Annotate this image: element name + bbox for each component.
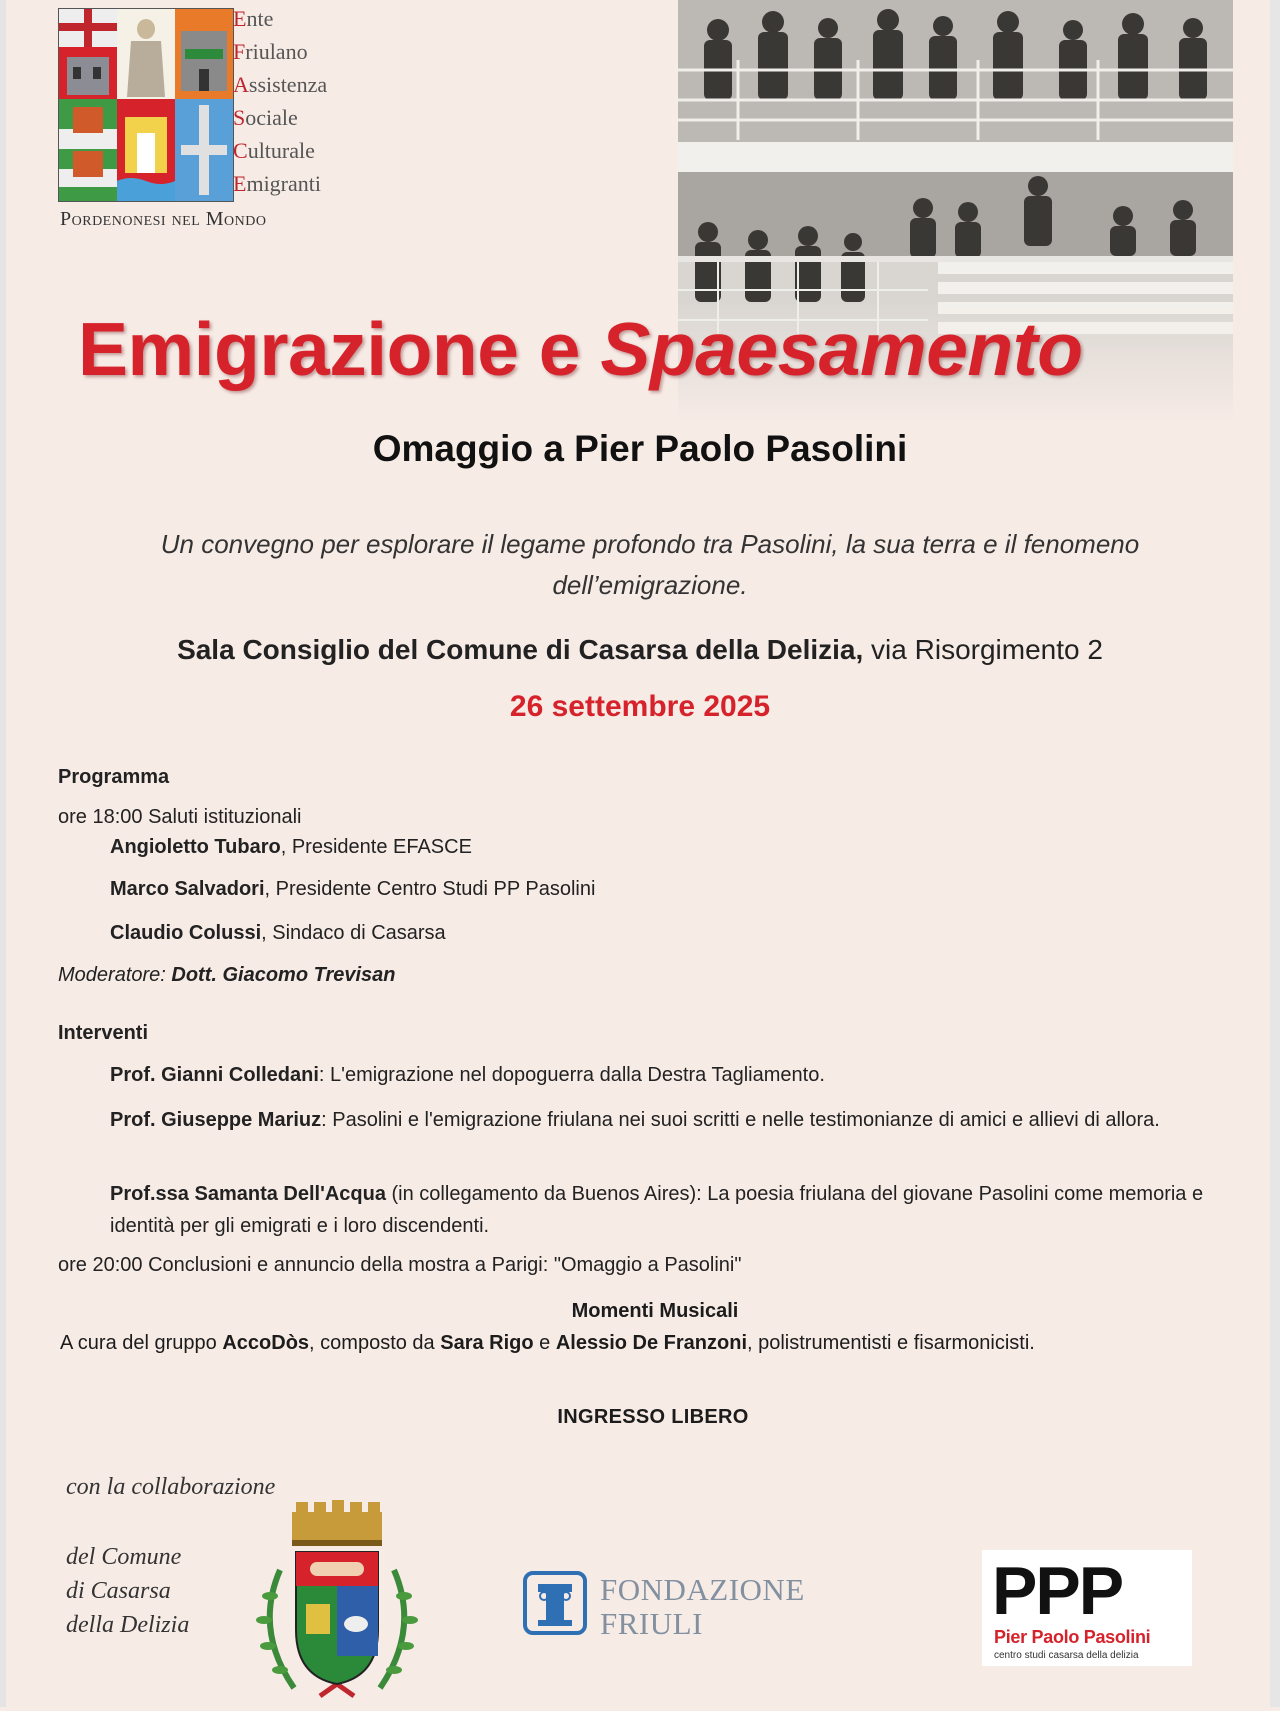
opening-session: ore 18:00 Saluti istituzionali: [58, 806, 302, 828]
intro-line: dell’emigrazione.: [552, 570, 748, 600]
programme-heading: Programma: [58, 766, 170, 788]
event-intro: [100, 524, 1200, 606]
comune-line: della Delizia: [66, 1612, 190, 1638]
event-date: 26 settembre 2025: [509, 690, 771, 723]
intervention-item: [110, 1064, 825, 1087]
comune-credit: [66, 1540, 189, 1642]
speaker-line: [110, 878, 595, 901]
org-line: Emigranti: [233, 171, 321, 196]
intro-line: Un convegno per esplorare il legame profondo tra Pasolini, la sua terra e il fenomeno: [160, 529, 1140, 559]
event-subtitle: Omaggio a Pier Paolo Pasolini: [372, 428, 908, 469]
moderator-name: Dott. Giacomo Trevisan: [171, 964, 396, 986]
musician-name: Sara Rigo: [440, 1332, 534, 1354]
page-edge-left: [0, 0, 6, 1707]
venue-address: via Risorgimento 2: [863, 634, 1103, 665]
music-description: A cura del gruppo AccoDòs, composto da Sara Rigo e Alessio De Franzoni, polistrumentisti e fisarmonicisti.: [60, 1332, 1035, 1354]
centro-studi-pasolini-logo: [982, 1550, 1192, 1666]
event-venue: [0, 634, 1280, 666]
org-line: Assistenza: [233, 72, 328, 97]
fondazione-friuli-logo: [522, 1570, 822, 1640]
closing-session: ore 20:00 Conclusioni e annuncio della mostra a Parigi: "Omaggio a Pasolini": [58, 1254, 742, 1276]
fondazione-icon: [522, 1570, 588, 1636]
speaker-line: [110, 836, 472, 859]
casarsa-coat-of-arms: [244, 1500, 430, 1706]
intervention-text: (in collegamento da Buenos Aires): La poesia friulana del giovane Pasolini come memoria e identità per gli emigrati e i loro discendenti.: [110, 1183, 1204, 1237]
free-entry-notice: INGRESSO LIBERO: [557, 1406, 749, 1428]
speaker-name: Angioletto Tubaro: [110, 836, 281, 858]
efasce-wordmark: [233, 2, 327, 200]
comune-line: del Comune: [66, 1544, 182, 1570]
ppp-monogram: PPP: [992, 1553, 1123, 1629]
org-line: Sociale: [233, 105, 298, 130]
org-line: Ente: [233, 6, 274, 31]
crest-icon: [59, 9, 233, 201]
musician-name: Alessio De Franzoni: [555, 1332, 747, 1354]
speaker-name: Prof. Giuseppe Mariuz: [110, 1109, 322, 1131]
moderator-label: Moderatore:: [58, 964, 172, 986]
ppp-subtitle: centro studi casarsa della delizia: [994, 1650, 1139, 1661]
speaker-name: Prof. Gianni Colledani: [110, 1064, 319, 1086]
intervention-text: : Pasolini e l'emigrazione friulana nei suoi scritti e nelle testimonianze di amici e allievi di allora.: [321, 1109, 1160, 1131]
speaker-name: Prof.ssa Samanta Dell'Acqua: [110, 1183, 386, 1205]
ppp-name: Pier Paolo Pasolini: [994, 1627, 1151, 1647]
org-line: Friulano: [233, 39, 308, 64]
title-part-2: Spaesamento: [600, 307, 1083, 391]
interventi-heading: Interventi: [58, 1022, 149, 1044]
intervention-text: : L'emigrazione nel dopoguerra dalla Destra Tagliamento.: [318, 1064, 825, 1086]
speaker-name: Claudio Colussi: [110, 922, 262, 944]
efasce-crest-logo: [58, 8, 234, 202]
music-heading: Momenti Musicali: [571, 1300, 739, 1322]
org-subtitle: Pordenonesi nel Mondo: [60, 208, 267, 230]
venue-name: Sala Consiglio del Comune di Casarsa della Delizia,: [177, 634, 864, 665]
speaker-role: , Presidente Centro Studi PP Pasolini: [264, 878, 596, 900]
intervention-item: [110, 1178, 1218, 1242]
friuli-label: FRIULI: [600, 1606, 703, 1641]
speaker-name: Marco Salvadori: [110, 878, 265, 900]
fondazione-label: FONDAZIONE: [600, 1572, 805, 1607]
music-group: AccoDòs: [222, 1332, 310, 1354]
collaboration-label: con la collaborazione: [66, 1474, 276, 1500]
title-part-1: Emigrazione e: [78, 307, 601, 391]
event-title: [78, 306, 1083, 392]
comune-line: di Casarsa: [66, 1578, 171, 1604]
moderator-line: [58, 964, 396, 987]
page-edge-right: [1270, 0, 1280, 1707]
intervention-item: [110, 1104, 1218, 1136]
speaker-role: , Presidente EFASCE: [280, 836, 472, 858]
speaker-line: [110, 922, 446, 945]
coat-of-arms-icon: [244, 1500, 430, 1706]
speaker-role: , Sindaco di Casarsa: [261, 922, 446, 944]
org-line: Culturale: [233, 138, 315, 163]
